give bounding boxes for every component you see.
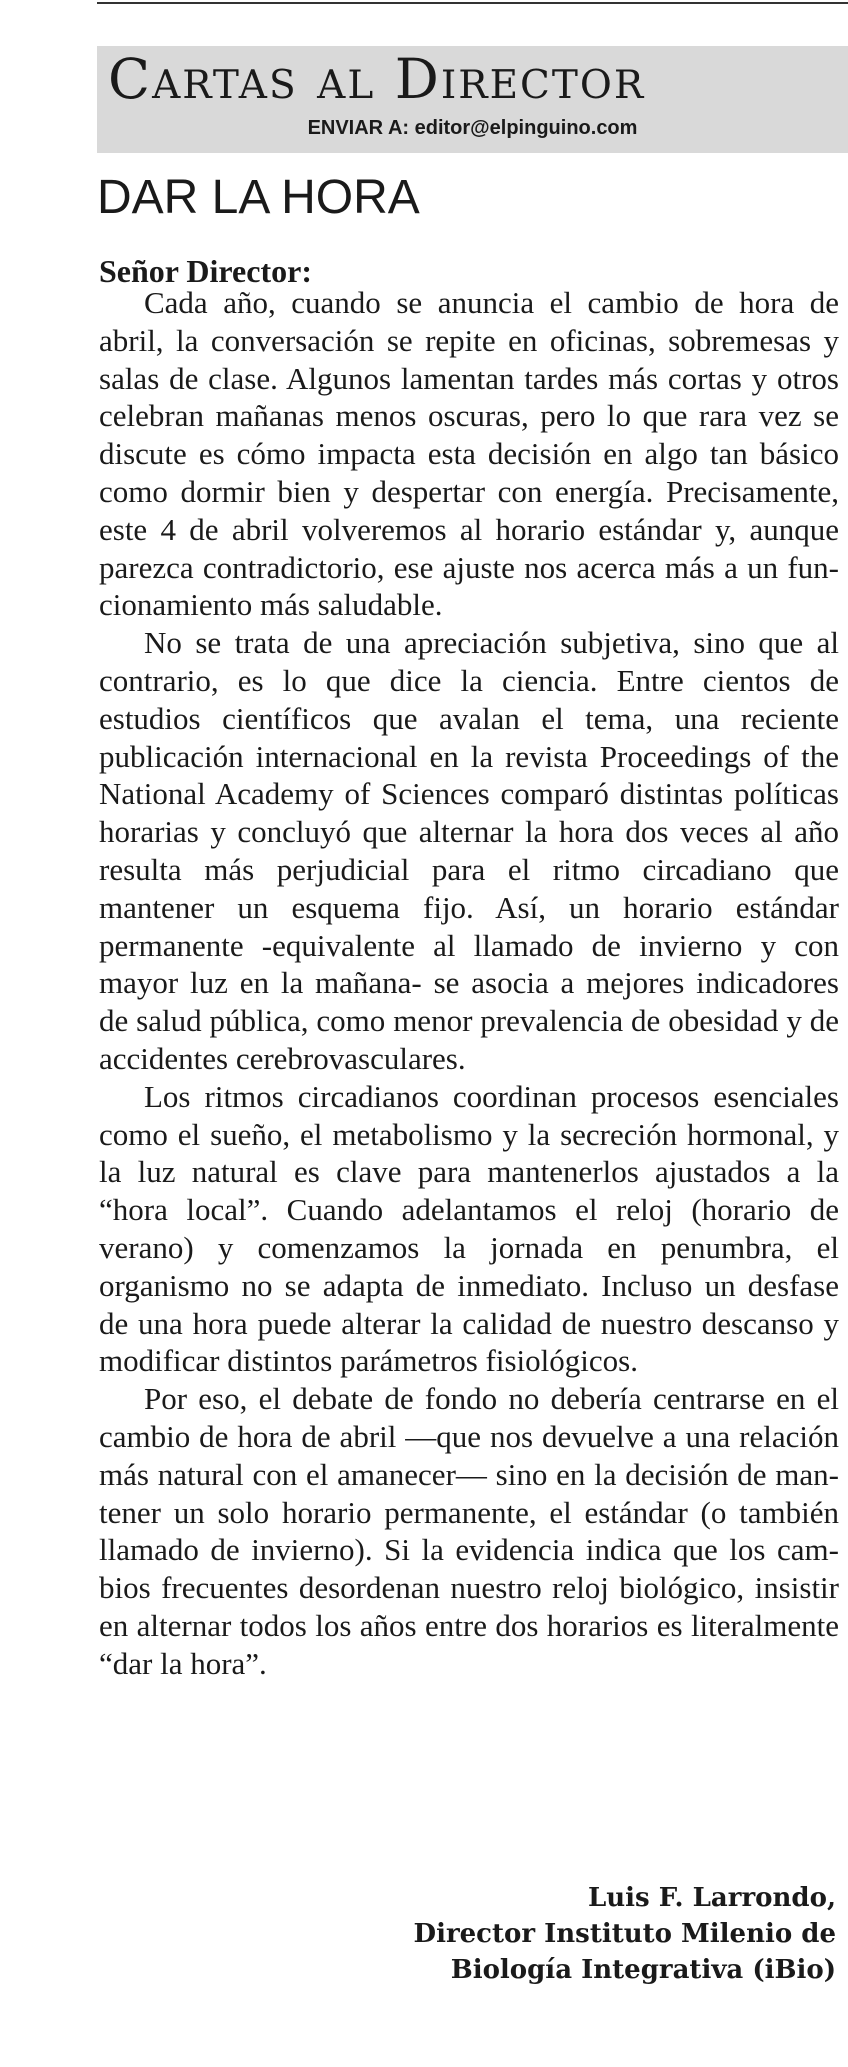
signature-name: Luis F. Larrondo, xyxy=(587,1883,836,1913)
paragraph: Cada año, cuando se anuncia el cambio de hora de abril, la conversación se repite en oficinas, sobremesas y salas de clase. Algunos lamentan tardes más cortas y otros celebran mañanas menos oscuras, pero lo que rara vez se discute es cómo impacta esta decisión en algo tan básico como dormir bien y despertar con energía. Precisamente, este 4 de abril volveremos al horario estándar y, aunque parezca contradictorio, ese ajuste nos acerca más a un funcionamiento más saludable. xyxy=(99,285,839,623)
top-rule xyxy=(97,2,848,4)
letter-body xyxy=(99,284,839,1682)
paragraph: No se trata de una apreciación subjetiva, sino que al contrario, es lo que dice la ciencia. Entre cientos de estudios científicos que avalan el tema, una reciente publicación internacional en la revista Proceedings of the National Academy of Sciences comparó distintas políticas horarias y concluyó que alternar la hora dos veces al año resulta más perjudicial para el ritmo circadiano que mantener un esquema fijo. Así, un horario estándar permanente -equivalente al llamado de invierno y con mayor luz en la mañana- se asocia a mejores indicadores de salud pública, como menor prevalencia de obesidad y de accidentes cerebrovasculares. xyxy=(99,625,839,1076)
paragraph: Por eso, el debate de fondo no debería centrarse en el cambio de hora de abril —que nos devuelve a una relación más natural con el amanecer— sino en la decisión de mantener un solo horario permanente, el estándar (o también llamado de invierno). Si la evidencia indica que los cambios frecuentes desordenan nuestro reloj biológico, insistir en alternar todos los años entre dos horarios es literalmente “dar la hora”. xyxy=(99,1381,839,1681)
paragraph: Los ritmos circadianos coordinan procesos esenciales como el sueño, el metabolismo y la secreción hormonal, y la luz natural es clave para mantenerlos ajustados a la “hora local”. Cuando adelantamos el reloj (horario de verano) y comenzamos la jornada en penumbra, el organismo no se adapta de inmediato. Incluso un desfase de una hora puede alterar la calidad de nuestro descanso y modificar distintos parámetros fisiológicos. xyxy=(99,1078,839,1379)
salutation: Señor Director: xyxy=(99,253,312,289)
signature-institution: Biología Integrativa (iBio) xyxy=(450,1955,836,1985)
signature-role: Director Instituto Milenio de xyxy=(413,1919,836,1949)
signature xyxy=(414,1880,836,1988)
section-title: Cartas al Director xyxy=(108,47,646,111)
submission-email: ENVIAR A: editor@elpinguino.com xyxy=(307,117,638,139)
letter-title: DAR LA HORA xyxy=(97,171,420,224)
